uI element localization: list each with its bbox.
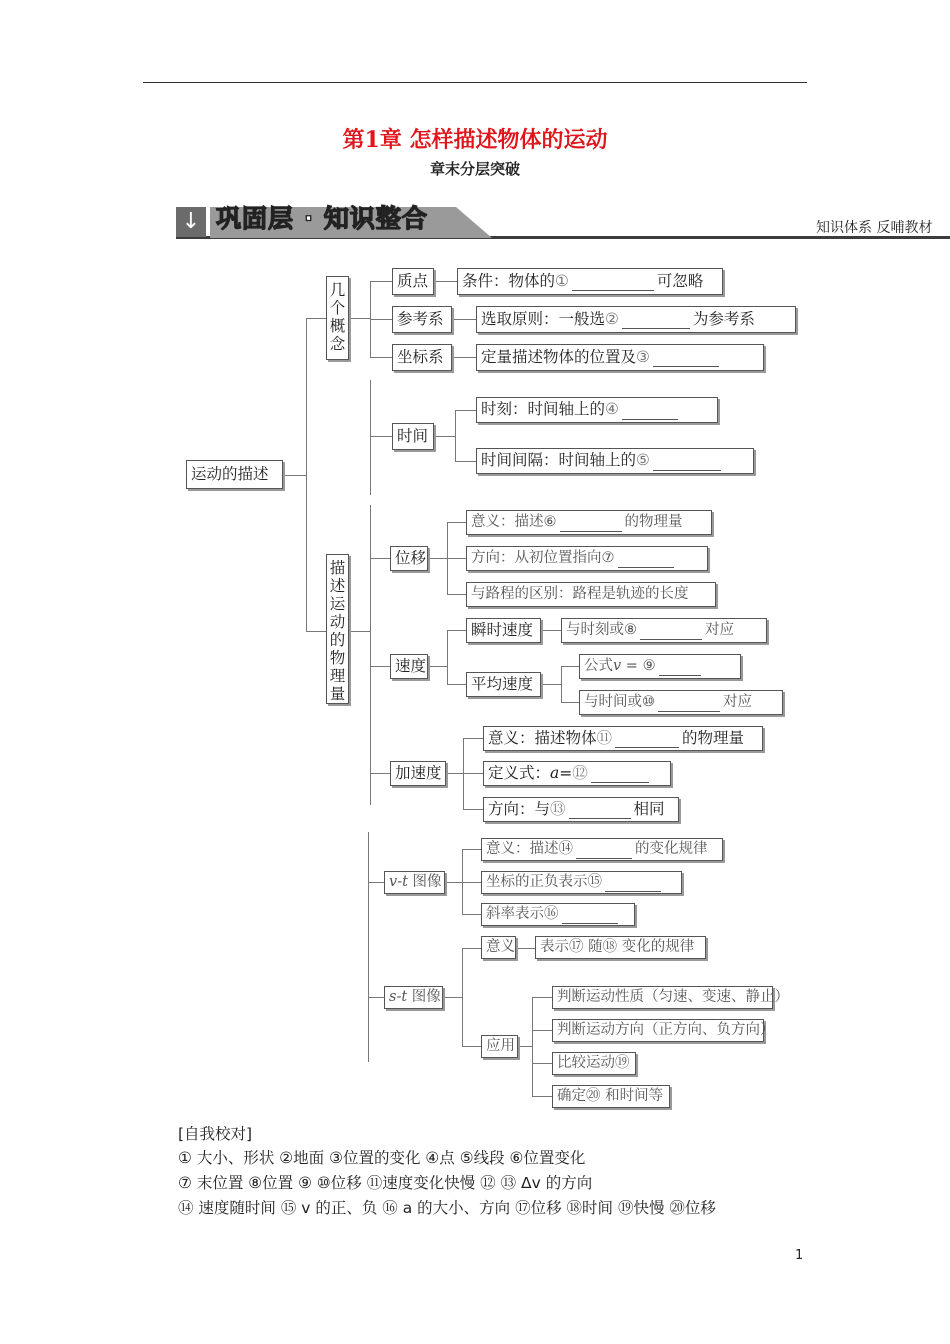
- answers-line-3: ⑭ 速度随时间 ⑮ v 的正、负 ⑯ a 的大小、方向 ⑰位移 ⑱时间 ⑲快慢 ⑳位移: [178, 1199, 716, 1217]
- reference-frame-node: 参考系: [392, 306, 452, 333]
- displacement-node: 位移: [390, 546, 428, 571]
- time-node: 时间: [392, 423, 434, 450]
- acceleration-meaning: 意义：描述物体 ⑪ 的物理量: [483, 726, 763, 751]
- st-meaning-node: 意义: [481, 936, 516, 959]
- header-rule: [143, 82, 807, 83]
- answers-line-2: ⑦ 末位置 ⑧位置 ⑨ ⑩位移 ⑪速度变化快慢 ⑫ ⑬ Δv 的方向: [178, 1174, 593, 1192]
- application-motion-nature: 判断运动性质（匀速、变速、静止）: [552, 986, 773, 1009]
- displacement-vs-path: 与路程的区别：路程是轨迹的长度: [466, 582, 716, 607]
- velocity-node: 速度: [390, 654, 428, 679]
- acceleration-node: 加速度: [390, 761, 446, 786]
- coordinate-system-desc: 定量描述物体的位置及 ③: [476, 344, 764, 371]
- concepts-group-label: 几个概念: [326, 276, 349, 360]
- vt-coordinate-sign: 坐标的正负表示 ⑮: [481, 871, 682, 894]
- vt-graph-node: v-t 图像: [384, 871, 445, 894]
- instant-velocity-desc: 与时刻或 ⑧ 对应: [561, 618, 767, 643]
- st-meaning-desc: 表示 ⑰ 随 ⑱ 变化的规律: [535, 936, 706, 959]
- answers-line-1: ① 大小、形状 ②地面 ③位置的变化 ④点 ⑤线段 ⑥位置变化: [178, 1149, 586, 1167]
- particle-condition: 条件：物体的 ① 可忽略: [457, 268, 723, 295]
- vt-meaning: 意义：描述 ⑭ 的变化规律: [481, 838, 723, 861]
- chapter-title: 第1章 怎样描述物体的运动: [342, 127, 608, 153]
- vt-slope: 斜率表示 ⑯: [481, 903, 635, 926]
- banner-title: 巩固层 · 知识整合: [216, 204, 428, 233]
- st-application-node: 应用: [481, 1035, 518, 1058]
- root-node: 运动的描述: [186, 460, 283, 489]
- st-graph-node: s-t 图像: [384, 986, 443, 1009]
- coordinate-system-node: 坐标系: [392, 344, 452, 371]
- down-arrow-icon: ↓: [176, 207, 206, 237]
- average-velocity-formula: 公式 v = ⑨: [579, 654, 741, 679]
- answers-heading: [自我校对]: [178, 1125, 253, 1143]
- page-number: 1: [795, 1248, 804, 1263]
- reference-frame-rule: 选取原则：一般选 ② 为参考系: [476, 306, 796, 333]
- interval-desc: 时间间隔：时间轴上的 ⑤: [476, 448, 754, 474]
- moment-desc: 时刻：时间轴上的 ④: [476, 397, 718, 423]
- physical-quantities-group-label: 描述运动的物理量: [326, 554, 349, 704]
- average-velocity-correspondence: 与时间或 ⑩ 对应: [579, 690, 783, 715]
- average-velocity-node: 平均速度: [466, 672, 541, 697]
- banner-right-label: 知识体系 反哺教材: [816, 220, 933, 236]
- section-subtitle: 章末分层突破: [429, 160, 520, 178]
- acceleration-definition: 定义式： a = ⑫: [483, 761, 671, 786]
- application-motion-direction: 判断运动方向（正方向、负方向）: [552, 1019, 764, 1042]
- displacement-direction: 方向：从初位置指向 ⑦: [466, 546, 708, 571]
- application-determine: 确定⑳ 和时间等: [552, 1085, 670, 1108]
- particle-node: 质点: [392, 268, 434, 295]
- instant-velocity-node: 瞬时速度: [466, 618, 541, 643]
- application-compare-motion: 比较运动⑲: [552, 1052, 636, 1075]
- displacement-meaning: 意义：描述 ⑥ 的物理量: [466, 510, 712, 535]
- acceleration-direction: 方向：与 ⑬ 相同: [483, 797, 679, 822]
